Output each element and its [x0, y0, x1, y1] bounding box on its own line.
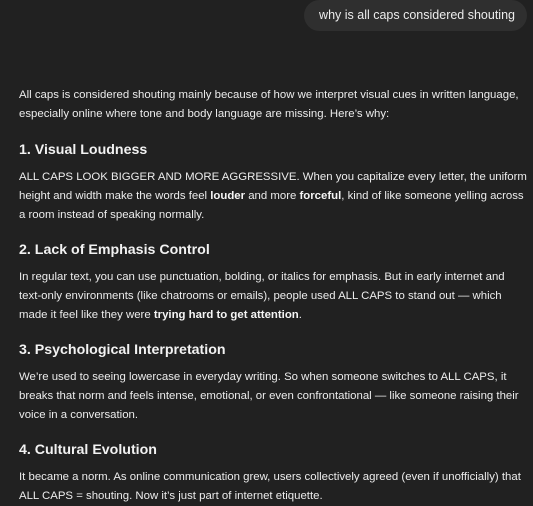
assistant-response [19, 86, 527, 506]
bold-text: trying hard to get attention [153, 309, 299, 321]
body-text: , kind of like someone yelling across a room instead of speaking normally. [19, 190, 524, 221]
bold-text: forceful [299, 190, 342, 202]
section-lack-of-emphasis-control [19, 241, 527, 325]
section-body [19, 368, 527, 425]
section-heading: 2. Lack of Emphasis Control [19, 242, 210, 258]
response-intro [19, 86, 527, 124]
user-message-text: why is all caps considered shouting [319, 8, 515, 22]
section-psychological-interpretation [19, 341, 527, 425]
section-heading: 3. Psychological Interpretation [19, 342, 226, 358]
section-heading: 4. Cultural Evolution [19, 442, 157, 458]
body-text: . [298, 309, 302, 321]
bold-text: louder [210, 190, 246, 202]
body-text: ALL CAPS LOOK BIGGER AND MORE AGGRESSIVE. When you capitalize every letter, the uniform height and width make the words feel [19, 171, 527, 202]
section-cultural-evolution [19, 441, 527, 506]
section-body [19, 468, 527, 506]
body-text: We’re used to seeing lowercase in everyday writing. So when someone switches to ALL CAPS, it breaks that norm and feels intense, emotional, or even confrontational — like someone raising their voice in a conversation. [19, 371, 519, 421]
user-message-bubble [304, 0, 527, 31]
intro-text: All caps is considered shouting mainly because of how we interpret visual cues in written language, especially online where tone and body language are missing. Here’s why: [19, 89, 519, 120]
section-heading: 1. Visual Loudness [19, 142, 148, 158]
body-text: and more [245, 190, 300, 202]
section-visual-loudness [19, 141, 527, 225]
section-body [19, 268, 527, 325]
section-body [19, 168, 527, 225]
body-text: It became a norm. As online communication grew, users collectively agreed (even if unofficially) that ALL CAPS = shouting. Now it’s just part of internet etiquette. [19, 471, 521, 502]
body-text: In regular text, you can use punctuation, bolding, or italics for emphasis. But in early internet and text-only environments (like chatrooms or emails), people used ALL CAPS to stand out — which made it feel like they were [19, 271, 505, 321]
